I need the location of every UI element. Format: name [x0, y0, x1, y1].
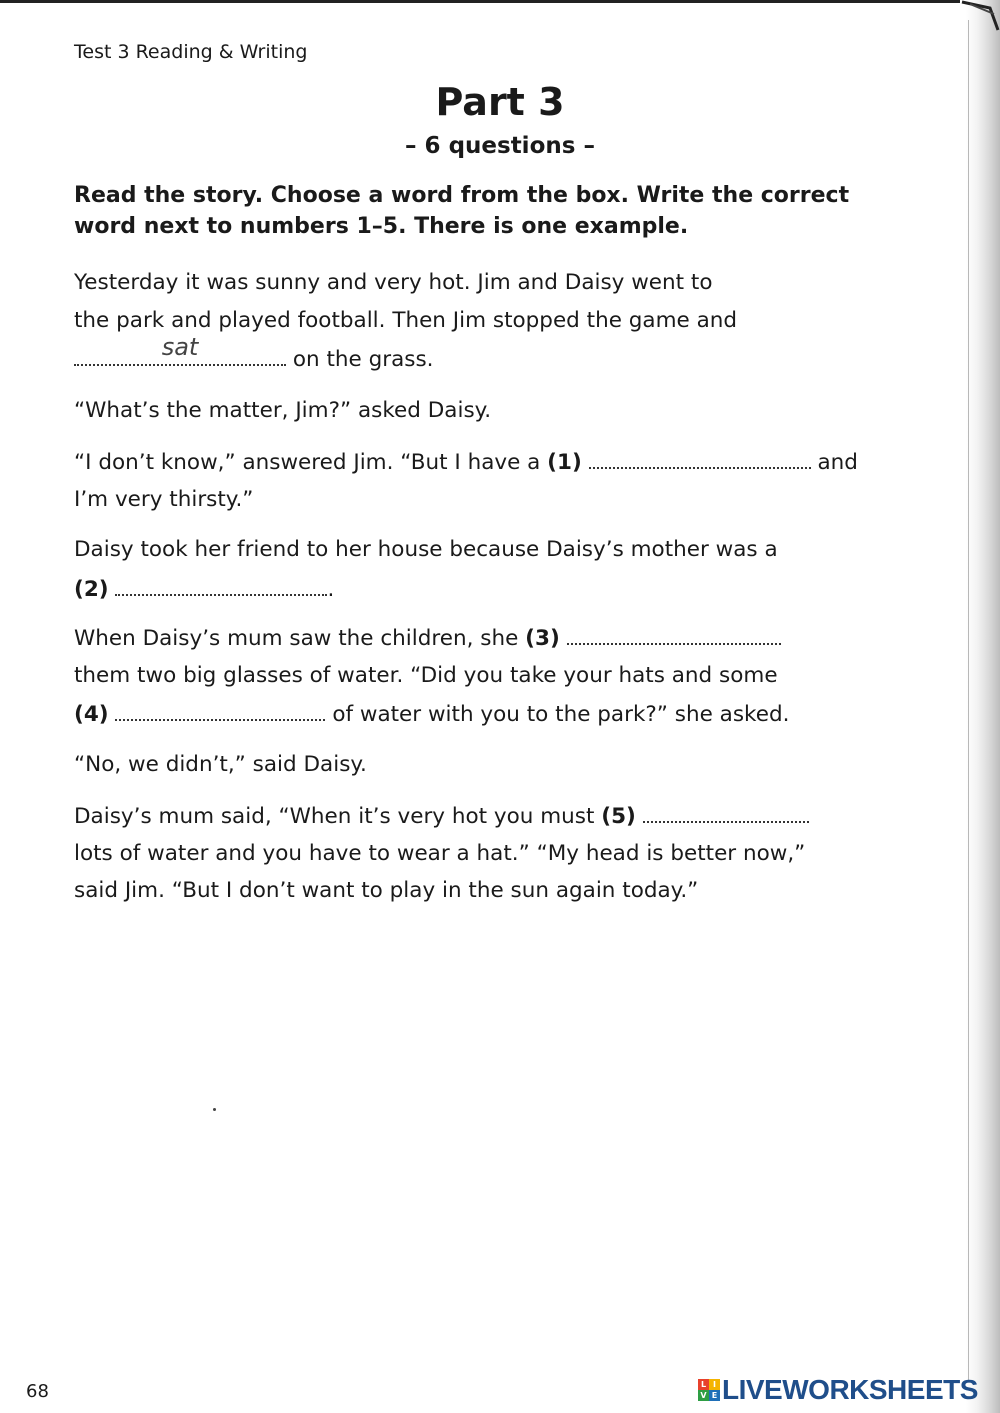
answer-blank-2[interactable] — [115, 574, 327, 596]
story-line: said Jim. “But I don’t want to play in the sun again today.” — [74, 878, 699, 903]
story-line: I’m very thirsty.” — [74, 487, 254, 512]
story-text: . — [327, 577, 335, 602]
brand-name: LIVEWORKSHEETS — [722, 1374, 978, 1405]
question-number-1: (1) — [547, 450, 582, 475]
story-line: them two big glasses of water. “Did you take your hats and some — [74, 663, 778, 688]
story-line: Daisy took her friend to her house because Daisy’s mother was a — [74, 537, 778, 562]
story-text: of water with you to the park?” she asked. — [332, 702, 790, 727]
answer-blank-4[interactable] — [115, 699, 325, 721]
story-line — [74, 623, 781, 654]
story-line: “What’s the matter, Jim?” asked Daisy. — [74, 398, 492, 423]
brand-logo-icon: L I V E — [698, 1379, 720, 1401]
question-number-5: (5) — [601, 804, 636, 829]
story-line — [74, 574, 334, 605]
story-line: the park and played football. Then Jim stopped the game and — [74, 308, 738, 333]
answer-blank-3[interactable] — [567, 623, 781, 645]
page-corner-fold — [960, 0, 1000, 40]
question-number-2: (2) — [74, 577, 109, 602]
top-rule — [0, 0, 960, 3]
story-text: “I don’t know,” answered Jim. “But I have a — [74, 450, 548, 475]
story-line: “No, we didn’t,” said Daisy. — [74, 752, 367, 777]
story-line — [74, 333, 434, 375]
brand-watermark — [698, 1374, 978, 1406]
question-number-3: (3) — [525, 626, 560, 651]
question-number-4: (4) — [74, 702, 109, 727]
answer-blank-1[interactable] — [589, 447, 811, 469]
story-text: on the grass. — [292, 347, 434, 372]
example-answer-blank[interactable] — [74, 333, 286, 366]
instructions: Read the story. Choose a word from the box. Write the correct word next to numbers 1–5. There is one example. — [74, 183, 850, 239]
story-text: Daisy’s mum said, “When it’s very hot you must — [74, 804, 602, 829]
story-line — [74, 699, 789, 730]
page-subtitle: – 6 questions – — [405, 133, 595, 159]
story-text: When Daisy’s mum saw the children, she — [74, 626, 526, 651]
answer-blank-5[interactable] — [643, 801, 809, 823]
story-line: Yesterday it was sunny and very hot. Jim and Daisy went to — [74, 270, 713, 295]
scan-speck — [213, 1108, 216, 1111]
page-title: Part 3 — [435, 80, 565, 124]
binding-shade — [966, 0, 1000, 1413]
story-line: lots of water and you have to wear a hat.” “My head is better now,” — [74, 841, 806, 866]
story-line — [74, 801, 809, 832]
story-line — [74, 447, 858, 478]
binding-line — [968, 20, 969, 1380]
story-text: and — [817, 450, 858, 475]
page-number: 68 — [26, 1381, 49, 1402]
header-label: Test 3 Reading & Writing — [74, 41, 308, 63]
example-answer: sat — [161, 333, 199, 361]
binding-edge — [960, 0, 1000, 1413]
